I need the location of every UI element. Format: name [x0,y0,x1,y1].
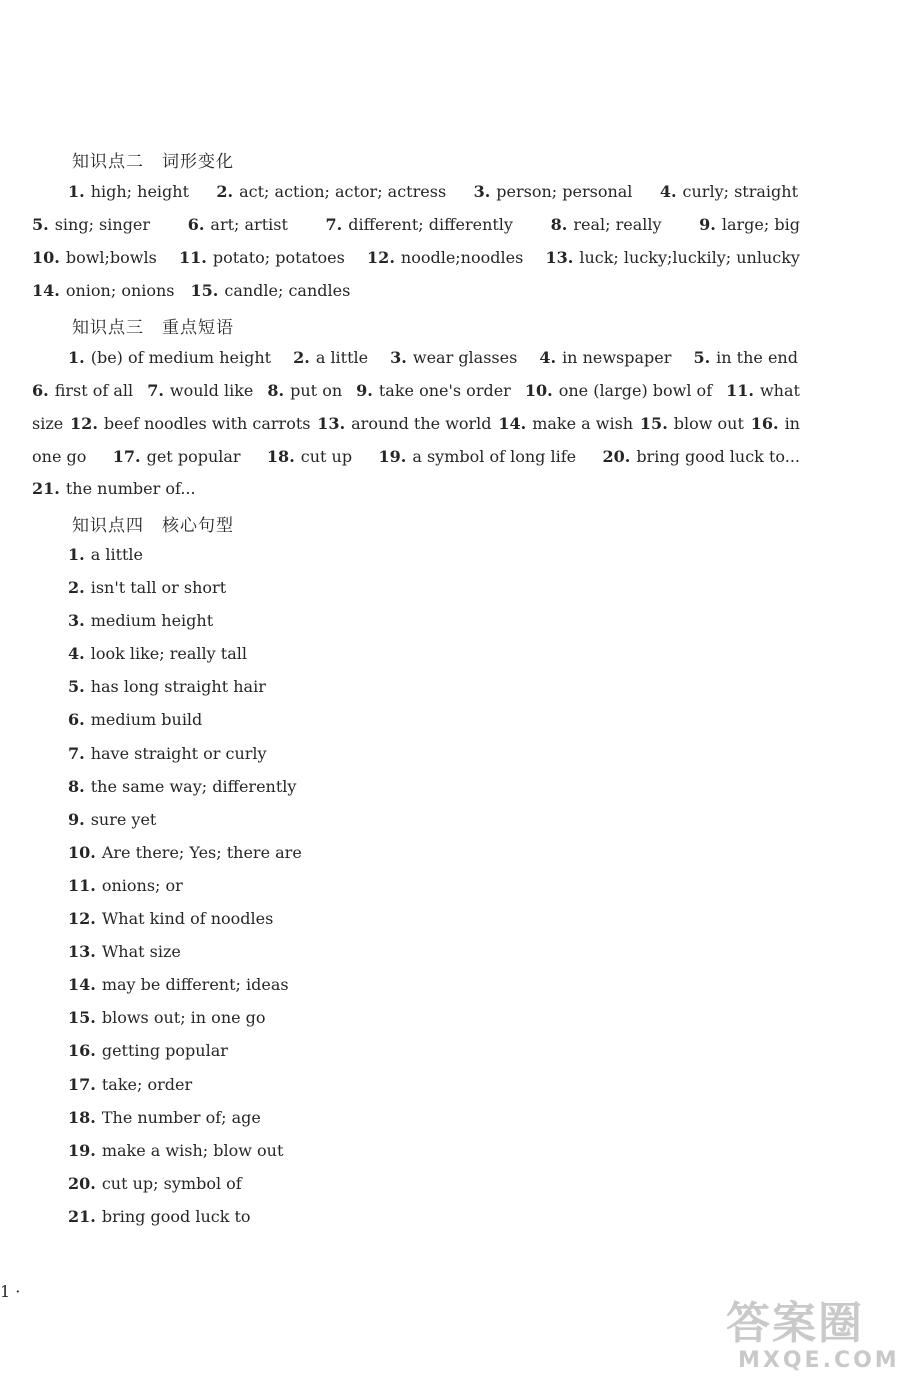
item-text: in the end [716,348,798,367]
answer-item [68,675,266,699]
item-text: a symbol of long life [412,447,577,466]
item-text: put on [290,381,343,400]
answer-item [188,215,288,234]
item-number: 2. [68,578,85,598]
answer-item [68,182,189,201]
answer-line [32,248,800,267]
answer-item [68,1106,261,1130]
watermark-logo [726,1298,900,1380]
answer-item [68,775,296,799]
answer-item [68,874,183,898]
list-item [68,742,302,775]
list-item [68,642,302,675]
answer-item [367,248,523,267]
answer-line [68,348,798,367]
item-text: high; height [90,182,190,201]
watermark-title: 答案圈 [726,1298,864,1349]
item-text: size [32,414,64,433]
answer-line [68,182,798,201]
answer-item [32,447,86,466]
item-text: What size [101,942,181,962]
list-item [68,708,302,741]
item-number: 11. [68,875,96,895]
answer-item [525,381,712,400]
answer-item [498,414,633,433]
answer-item [317,414,491,433]
answer-item [32,414,63,433]
answer-item [640,414,744,433]
item-number: 17. [68,1074,96,1094]
item-number: 2. [216,182,234,201]
answer-item [68,642,247,666]
item-number: 18. [266,447,295,466]
answer-item [32,215,150,234]
item-number: 11. [179,248,207,267]
answer-item [390,348,517,367]
answer-item [68,543,143,567]
item-number: 10. [32,248,60,267]
answer-line [32,215,800,234]
answer-item [32,248,157,267]
item-text: the number of... [65,479,196,498]
item-text: What kind of noodles [101,909,274,929]
item-number: 10. [524,381,553,400]
item-text: look like; really tall [90,644,247,664]
answer-item [68,841,302,865]
item-text: may be different; ideas [101,975,289,995]
item-number: 8. [68,776,85,796]
item-number: 12. [68,909,96,929]
answer-item [751,414,800,433]
item-text: bowl;bowls [65,248,157,267]
item-number: 16. [68,1041,96,1061]
section-heading-core-sentences: 知识点四 核心句型 [72,516,234,536]
item-number: 12. [70,414,98,433]
item-number: 7. [68,743,85,763]
item-text: get popular [146,447,241,466]
item-text: would like [169,381,254,400]
item-text: potato; potatoes [212,248,345,267]
item-text: sure yet [90,809,157,829]
answer-item [68,1073,192,1097]
item-text: real; really [573,215,662,234]
answer-item [68,576,226,600]
item-text: act; action; actor; actress [239,182,447,201]
item-number: 11. [726,381,754,400]
list-item [68,576,302,609]
answer-item [68,940,181,964]
item-number: 1. [68,545,85,564]
item-number: 4. [68,644,85,664]
item-number: 13. [317,414,346,433]
item-number: 15. [190,281,219,300]
item-number: 13. [545,248,574,267]
answer-item [68,973,289,997]
answer-item [68,907,273,931]
list-item [68,543,302,576]
item-text: luck; lucky;luckily; unlucky [579,248,800,267]
answer-line [32,381,800,400]
item-number: 9. [68,809,85,829]
answer-item [326,215,513,234]
item-text: make a wish; blow out [101,1140,284,1160]
answer-item [378,447,576,466]
item-text: sing; singer [54,215,151,234]
item-number: 15. [68,1008,96,1028]
item-text: bring good luck to [101,1206,251,1226]
item-text: large; big [721,215,800,234]
item-number: 7. [147,381,164,400]
answer-line [32,447,800,466]
item-text: what [759,381,800,400]
item-number: 14. [68,975,96,995]
watermark-url: MXQE.COM [738,1348,900,1373]
item-number: 5. [693,348,711,367]
answer-item [68,348,271,367]
answer-item [68,742,267,766]
answer-item [267,447,352,466]
list-item [68,1073,302,1106]
answer-item [179,248,345,267]
item-text: first of all [54,381,134,400]
answer-item [147,381,253,400]
item-number: 14. [32,281,60,300]
list-item [68,1106,302,1139]
item-number: 1. [68,182,85,201]
item-number: 7. [325,215,343,234]
list-item [68,940,302,973]
answer-item [267,381,342,400]
answer-item [699,215,800,234]
item-number: 13. [68,942,96,962]
item-number: 20. [68,1173,96,1193]
item-text: wear glasses [412,348,518,367]
item-number: 9. [699,215,716,234]
item-number: 18. [68,1107,96,1127]
answer-line [32,414,800,433]
answer-item [539,348,671,367]
list-item [68,841,302,874]
answer-item [474,182,633,201]
item-text: around the world [351,414,492,433]
answer-item [551,215,662,234]
item-text: have straight or curly [90,743,267,763]
list-item [68,609,302,642]
answer-item [602,447,800,466]
item-text: in newspaper [562,348,672,367]
item-number: 10. [68,842,96,862]
item-text: cut up; symbol of [101,1173,242,1193]
answer-item [68,808,156,832]
answer-item [32,281,175,300]
answer-item [546,248,800,267]
item-text: isn't tall or short [90,578,227,598]
item-text: medium build [90,710,203,730]
item-number: 5. [68,677,85,697]
answer-item [113,447,241,466]
item-text: art; artist [210,215,288,234]
answer-item [68,1172,242,1196]
item-text: medium height [90,611,214,631]
list-item [68,874,302,907]
answer-item [726,381,800,400]
answer-item [356,381,511,400]
item-number: 4. [659,182,677,201]
item-text: noodle;noodles [400,248,524,267]
answer-item [68,1139,283,1163]
item-text: take; order [101,1074,193,1094]
answer-item [216,182,446,201]
item-number: 8. [267,381,285,400]
item-text: make a wish [532,414,634,433]
answer-item [660,182,798,201]
item-number: 6. [32,381,49,400]
item-text: onion; onions [65,281,175,300]
section-heading-key-phrases: 知识点三 重点短语 [72,318,234,338]
item-number: 2. [293,348,310,367]
list-item [68,907,302,940]
answer-item [191,281,351,300]
list-item [68,775,302,808]
item-number: 15. [639,414,668,433]
item-number: 6. [187,215,205,234]
item-number: 4. [539,348,557,367]
item-text: a little [90,545,144,564]
item-number: 19. [68,1140,96,1160]
item-number: 16. [750,414,779,433]
item-number: 9. [356,381,373,400]
list-item [68,1139,302,1172]
item-number: 19. [378,447,407,466]
item-text: onions; or [101,875,183,895]
answer-line [32,281,800,300]
core-sentence-list [68,543,302,1238]
list-item [68,675,302,708]
item-text: curly; straight [682,182,798,201]
item-text: person; personal [496,182,633,201]
item-number: 1. [68,348,85,367]
list-item [68,1039,302,1072]
item-number: 17. [112,447,141,466]
answer-item [32,381,133,400]
answer-item [68,708,202,732]
item-text: getting popular [101,1041,228,1061]
item-number: 5. [32,215,49,234]
list-item [68,808,302,841]
item-number: 8. [550,215,568,234]
item-text: in [784,414,800,433]
item-number: 3. [473,182,491,201]
answer-item [693,348,798,367]
answer-item [68,1205,251,1229]
item-text: one go [32,447,87,466]
answer-item [70,414,310,433]
item-text: different; differently [348,215,513,234]
list-item [68,1006,302,1039]
item-text: cut up [300,447,353,466]
item-number: 21. [68,1206,96,1226]
item-number: 6. [68,710,85,730]
section-heading-word-forms: 知识点二 词形变化 [72,152,234,172]
item-text: Are there; Yes; there are [101,842,302,862]
answer-item [68,1039,228,1063]
page-number: 1 · [0,1282,21,1301]
answer-item [68,1006,266,1030]
item-text: has long straight hair [90,677,266,697]
answer-item [32,479,196,498]
item-text: a little [315,348,369,367]
list-item [68,1205,302,1238]
list-item [68,973,302,1006]
item-text: take one's order [378,381,511,400]
item-text: blow out [673,414,744,433]
item-text: (be) of medium height [90,348,272,367]
item-text: one (large) bowl of [558,381,713,400]
item-number: 14. [498,414,527,433]
item-number: 3. [68,611,85,631]
item-text: the same way; differently [90,776,297,796]
item-number: 21. [32,479,60,498]
item-text: beef noodles with carrots [103,414,311,433]
item-number: 12. [367,248,395,267]
item-text: bring good luck to... [636,447,800,466]
item-text: candle; candles [224,281,351,300]
list-item [68,1172,302,1205]
item-number: 20. [602,447,631,466]
answer-item [293,348,368,367]
item-number: 3. [390,348,407,367]
item-text: The number of; age [101,1107,261,1127]
answer-line [32,479,800,498]
item-text: blows out; in one go [101,1008,266,1028]
answer-item [68,609,213,633]
